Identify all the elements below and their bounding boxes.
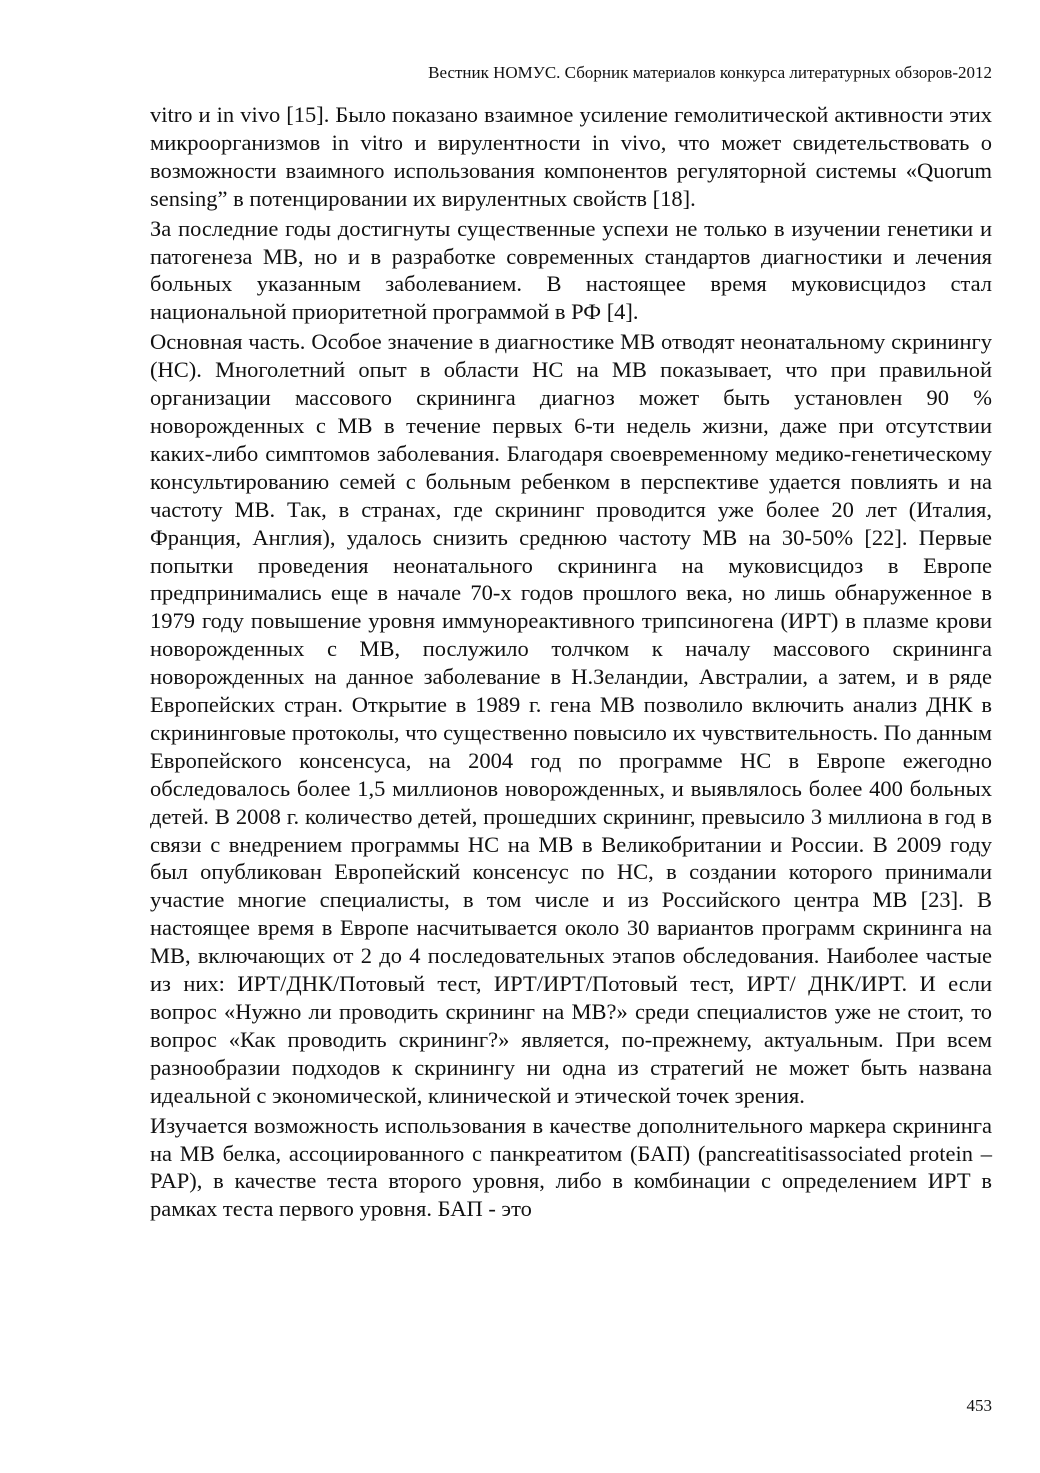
paragraph-virulence: vitro и in vivo [15]. Было показано взаимное усиление гемолитической активности этих микроорганизмов in vitro и вирулентности in vivo, что может свидетельствовать о возможности взаимного использования компонентов регуляторной системы «Quorum sensing” в потенцировании их вирулентных свойств [18]. <box>150 102 992 211</box>
paragraph-recent-advances: За последние годы достигнуты существенные успехи не только в изучении генетики и патогенеза МВ, но и в разработке современных стандартов диагностики и лечения больных указанным заболеванием. В настоящее время муковисцидоз стал национальной приоритетной программой в РФ [4]. <box>150 215 992 325</box>
page-number: 453 <box>966 1396 992 1415</box>
article-body <box>150 101 992 1225</box>
paragraph-pap-marker: Изучается возможность использования в качестве дополнительного маркера скрининга на МВ белка, ассоциированного с панкреатитом (БАП) (pancreatitisassociated protein – PAP), в качестве теста второго уровня, либо в комбинации с определением ИРТ в рамках теста первого уровня. БАП - это <box>150 1112 992 1222</box>
running-header: Вестник НОМУС. Сборник материалов конкурса литературных обзоров-2012 <box>428 63 992 82</box>
paragraph-main-part: Основная часть. Особое значение в диагностике МВ отводят неонатальному скринингу (НС). Многолетний опыт в области НС на МВ показывает, что при правильной организации массового скрининга диагноз может быть установлен 90 % новорожденных с МВ в течение первых 6-ти недель жизни, даже при отсутствии каких-либо симптомов заболевания. Благодаря своевременному медико-генетическому консультированию семей с больным ребенком в перспективе удается повлиять и на частоту МВ. Так, в странах, где скрининг проводится уже более 20 лет (Италия, Франция, Англия), удалось снизить среднюю частоту МВ на 30-50% [22]. Первые попытки проведения неонатального скрининга на муковисцидоз в Европе предпринимались еще в начале 70-х годов прошлого века, но лишь обнаруженное в 1979 году повышение уровня иммунореактивного трипсиногена (ИРТ) в плазме крови новорожденных с МВ, послужило толчком к началу массового скрининга новорожденных на данное заболевание в Н.Зеландии, Австралии, а затем, и в ряде Европейских стран. Открытие в 1989 г. гена МВ позволило включить анализ ДНК в скрининговые протоколы, что существенно повысило их чувствительность. По данным Европейского консенсуса, на 2004 год по программе НС в Европе ежегодно обследовалось более 1,5 миллионов новорожденных, и выявлялось более 400 больных детей. В 2008 г. количество детей, прошедших скрининг, превысило 3 миллиона в год в связи с внедрением программы НС на МВ в Великобритании и России. В 2009 году был опубликован Европейский консенсус по НС, в создании которого принимали участие многие специалисты, в том числе и из Российского центра МВ [23]. В настоящее время в Европе насчитывается около 30 вариантов программ скрининга на МВ, включающих от 2 до 4 последовательных этапов обследования. Наиболее частые из них: ИРТ/ДНК/Потовый тест, ИРТ/ИРТ/Потовый тест, ИРТ/ ДНК/ИРТ. И если вопрос «Нужно ли проводить скрининг на МВ?» среди специалистов уже не стоит, то вопрос «Как проводить скрининг?» является, по-прежнему, актуальным. При всем разнообразии подходов к скринингу ни одна из стратегий не может быть названа идеальной с экономической, клинической и этической точек зрения. <box>150 329 992 1108</box>
